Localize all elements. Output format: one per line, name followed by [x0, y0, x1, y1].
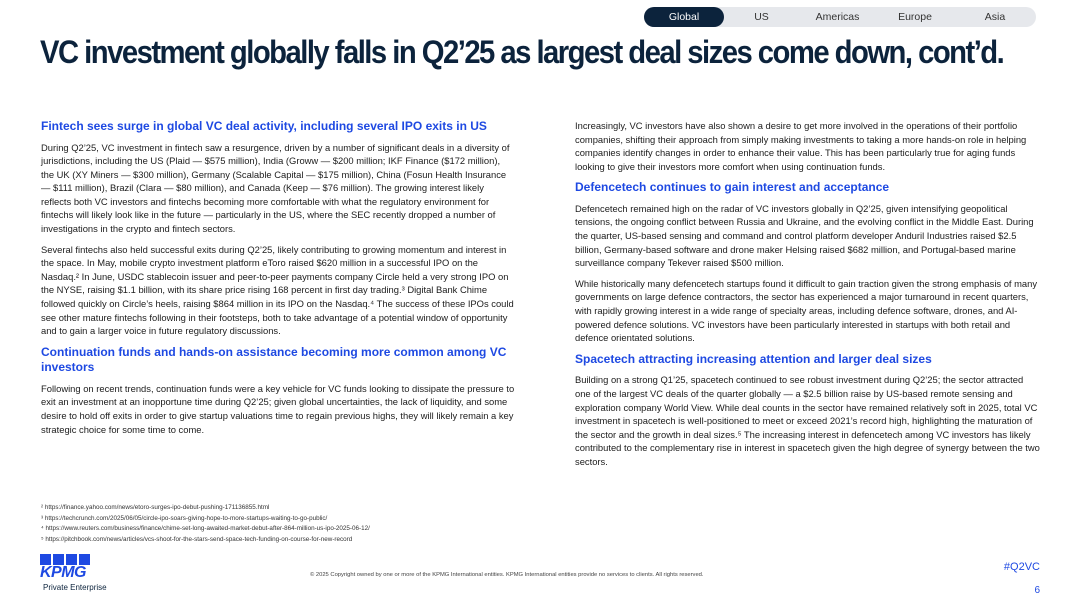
fintech-paragraph-2: Several fintechs also held successful exits during Q2’25, likely contributing to growing momentum and interest in the space. In May, mobile crypto investment platform eToro raised $620 million in a successful IPO on the Nasdaq.² In June, USDC stablecoin issuer and peer-to-peer payments company Circle held a very strong IPO on the NYSE, raising $1.1 billion, with its share price rising 168 percent in first day trading.³ Digital Bank Chime followed quickly on Circle’s heels, raising $864 million in its IPO on the Nasdaq.⁴ The success of these IPOs could see other mature fintechs following in their footsteps, both to take advantage of a potential window of opportunity and to gain a larger voice in future regulatory discussions. [41, 243, 514, 337]
page-number: 6 [1034, 585, 1040, 596]
kpmg-logo-sub: Private Enterprise [43, 583, 107, 592]
footnote-3[interactable]: ³ https://techcrunch.com/2025/06/05/circle-ipo-soars-giving-hope-to-more-startups-waiting-to-go-public/ [41, 514, 328, 522]
left-column [41, 119, 515, 443]
tab-us[interactable]: US [754, 11, 769, 23]
fintech-heading: Fintech sees surge in global VC deal activity, including several IPO exits in US [41, 119, 487, 133]
defencetech-heading: Defencetech continues to gain interest and acceptance [575, 180, 890, 195]
kpmg-logo [40, 552, 120, 596]
footnote-4[interactable]: ⁴ https://www.reuters.com/business/finance/chime-set-long-awaited-market-debut-after-864-million-us-ipo-2025-06-12/ [41, 525, 370, 532]
fintech-paragraph-1: During Q2’25, VC investment in fintech saw a resurgence, driven by a number of significant deals in a diversity of jurisdictions, including the US (Plaid — $575 million), India (Groww — $200 million; IKF Finance ($172 million), the UK (XY Miners — $300 million), Germany (Scalable Capital — $175 million), China (Fosun Health Insurance — $111 million), Brazil (Clara — $80 million), and Canada (Keep — $76 million). The growing interest likely reflects both VC investors and fintechs becoming more comfortable with what the regulatory environment for fintechs will likely look like in the future — particularly in the US, where the SEC recently dropped a number of investigations in the crypto and fintech sectors. [41, 141, 510, 235]
continuation-funds-paragraph: Following on recent trends, continuation funds were a key vehicle for VC funds looking to dissipate the pressure to exit an investment at an inopportune time during Q2’25; given global uncertainties, the lack of liquidity, and some desire to hold off exits in order to give startup valuations time to regain previous highs, they will likely remain a key strategic choice for some time to come. [41, 382, 515, 435]
tab-asia[interactable]: Asia [984, 11, 1006, 23]
page-title: VC investment globally falls in Q2’25 as largest deal sizes come down, cont’d. [40, 34, 1004, 70]
tab-europe[interactable]: Europe [898, 11, 932, 23]
copyright-notice: © 2025 Copyright owned by one or more of the KPMG International entities. KPMG International entities provide no services to clients. All rights reserved. [310, 572, 704, 578]
footnotes [41, 503, 521, 545]
footnote-5[interactable]: ⁵ https://pitchbook.com/news/articles/vcs-shoot-for-the-stars-send-space-tech-funding-on-course-for-new-record [41, 535, 353, 543]
region-tabs [644, 7, 1036, 27]
tab-americas[interactable]: Americas [815, 11, 860, 23]
spacetech-heading: Spacetech attracting increasing attention and larger deal sizes [575, 351, 932, 366]
right-column [575, 119, 1041, 475]
spacetech-paragraph: Building on a strong Q1’25, spacetech continued to see robust investment during Q2’25; the sector attracted one of the largest VC deals of the quarter globally — a $2.5 billion raise by US-based remote sensing and exploration company World View. While deal counts in the sector have remained relatively soft in 2025, total VC investment in spacetech is well-positioned to meet or exceed 2021’s record high, highlighting the maturation of the sector and the growth in deal sizes.⁵ The increasing interest in defencetech among VC investors has likely contributed to the complementary rise in interest in spacetech given the high degree of synergy between the two sectors. [575, 374, 1040, 467]
defencetech-paragraph-1: Defencetech remained high on the radar of VC investors globally in Q2’25, given intensifying geopolitical tensions, the ongoing conflict between Russia and Ukraine, and the evolving conflict in the Middle East. During the quarter, US-based sensing and command and control platform developer Anduril Industries raised $2.5 billion, Germany-based software and drone maker Helsing raised $682 million, and Portugal-based marine surveillance company Tekever raised $500 million. [575, 202, 1034, 269]
hashtag: #Q2VC [1003, 561, 1040, 573]
continuation-funds-heading: Continuation funds and hands-on assistance becoming more common among VC investors [41, 344, 507, 375]
footnote-2[interactable]: ² https://finance.yahoo.com/news/etoro-surges-ipo-debut-pushing-171136855.html [41, 504, 270, 511]
tab-global[interactable]: Global [644, 7, 724, 27]
defencetech-paragraph-2: While historically many defencetech startups found it difficult to gain traction given the strong emphasis of many governments on large defence contractors, the sector has experienced a major turnaround in recent quarters, with rapidly growing interest in a wide range of specialty areas, including defence software, drones, and AI-powered defence solutions. VC investors have been particularly interested in startups with both retail and defence orientated solutions. [575, 277, 1038, 344]
hands-on-paragraph: Increasingly, VC investors have also shown a desire to get more involved in the operations of their portfolio companies, shifting their approach from simply making investments to taking a more hands-on role in helping companies identify changes in order to enhance their value. This has been particularly true for aging funds looking to give their investors more comfort when using continuation funds. [575, 120, 1027, 172]
kpmg-logo-word: KPMG [40, 564, 86, 581]
